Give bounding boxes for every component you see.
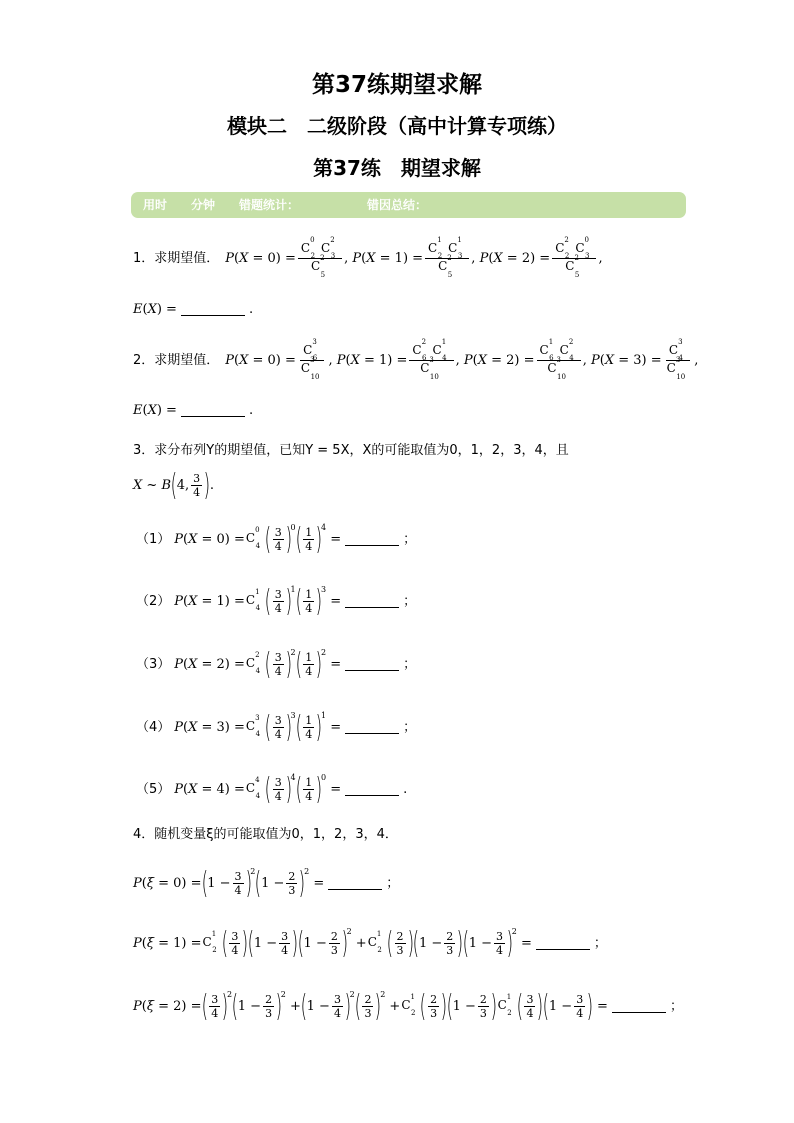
stats-bar xyxy=(131,192,686,218)
module-subtitle: 模块二 二级阶段（高中计算专项练） xyxy=(227,114,567,138)
part-label: （5） xyxy=(136,782,171,797)
question-3-part-5: （5） P(X = 4) = $C^4_4$ ( $\frac{3}{4}$ ) 4 ( $\frac{1}{4}$ ) 0 = . xyxy=(136,772,408,807)
section-title: 第37练 期望求解 xyxy=(313,156,481,180)
question-3-part-2: （2） P(X = 1) = $C^1_4$ ( $\frac{3}{4}$ ) 1 ( $\frac{1}{4}$ ) 3 = ； xyxy=(136,584,417,619)
question-3-part-4: （4） P(X = 3) = $C^3_4$ ( $\frac{3}{4}$ ) 3 ( $\frac{1}{4}$ ) 1 = ； xyxy=(136,710,417,745)
part-label: （3） xyxy=(136,657,171,672)
question-1: 1．求期望值． P(X = 0) = $\frac{C^0_2C^2_3}{C^2_5}$ , P(X = 1) = $\frac{C^1_2C^1_3}{C^2_5}$ , P(X = 2) = $\frac{C^2_2C^0_3}{C^2_5}$ , xyxy=(133,236,603,279)
minute-label: 分钟 xyxy=(191,198,216,212)
answer-blank[interactable] xyxy=(536,937,590,950)
answer-blank[interactable] xyxy=(181,404,245,417)
question-3-distribution: X ~ B ( 4, $\frac{3}{4}$ ) . xyxy=(133,468,214,503)
page-title: 第37练期望求解 xyxy=(311,72,482,98)
error-reason-label: 错因总结： xyxy=(367,198,428,212)
answer-blank[interactable] xyxy=(345,721,399,734)
part-label: （1） xyxy=(136,532,171,547)
question-3-text: 3．求分布列Y的期望值，已知Y = 5X，X的可能取值为0，1，2，3，4，且 xyxy=(133,443,569,458)
question-2: 2．求期望值． P(X = 0) = $\frac{C^3_6}{C^3_{10}}$ , P(X = 1) = $\frac{C^2_6C^1_4}{C^3_{10}}$ , P(X = 2) = $\frac{C^1_6C^2_4}{C^3_{10}}$ , P(X = 3) = $\frac{C^3_4}{C^3_{10}}$ , xyxy=(133,338,699,381)
question-4-text: 4．随机变量ξ的可能取值为0，1，2，3，4． xyxy=(133,827,398,842)
answer-blank[interactable] xyxy=(345,783,399,796)
error-count-label: 错题统计： xyxy=(239,198,300,212)
question-2-answer: E ( X ) = . xyxy=(133,403,254,418)
answer-blank[interactable] xyxy=(328,877,382,890)
question-3-part-3: （3） P(X = 2) = $C^2_4$ ( $\frac{3}{4}$ ) 2 ( $\frac{1}{4}$ ) 2 = ； xyxy=(136,647,417,682)
question-2-label: 2．求期望值． xyxy=(133,353,220,369)
answer-blank[interactable] xyxy=(181,303,245,316)
answer-blank[interactable] xyxy=(345,658,399,671)
part-label: （2） xyxy=(136,594,171,609)
question-1-answer: E ( X ) = . xyxy=(133,302,254,317)
question-4-line-2: P(ξ = 1) = $C^1_2$ ( $\frac{3}{4}$ ) ( 1 − $\frac{3}{4}$ ) ( 1 − $\frac{2}{3}$ ) 2 + $C^1_2$ ( $\frac{2}{3}$ ) ( 1 − $\frac{2}{3}$ ) ( 1 − $\frac{3}{4}$ ) 2 = ； xyxy=(133,926,607,961)
part-label: （4） xyxy=(136,720,171,735)
question-4-line-1: P(ξ = 0) = ( 1 − $\frac{3}{4}$ ) 2 ( 1 − $\frac{2}{3}$ ) 2 = ； xyxy=(133,866,400,901)
time-label: 用时 xyxy=(143,198,168,212)
answer-blank[interactable] xyxy=(612,1000,666,1013)
question-1-label: 1．求期望值． xyxy=(133,251,220,267)
answer-blank[interactable] xyxy=(345,533,399,546)
question-4-line-3: P(ξ = 2) = ( $\frac{3}{4}$ ) 2 ( 1 − $\frac{2}{3}$ ) 2 + ( 1 − $\frac{3}{4}$ ) 2 ( $\frac{2}{3}$ ) 2 + $C^1_2$ ( $\frac{2}{3}$ ) ( 1 − $\frac{2}{3}$ ) $C^1_2$ ( $\frac{3}{4}$ ) ( 1 − $\frac{3}{4}$ ) = ； xyxy=(133,989,683,1024)
answer-blank[interactable] xyxy=(345,595,399,608)
question-3-part-1: （1） P(X = 0) = $C^0_4$ ( $\frac{3}{4}$ ) 0 ( $\frac{1}{4}$ ) 4 = ； xyxy=(136,522,417,557)
